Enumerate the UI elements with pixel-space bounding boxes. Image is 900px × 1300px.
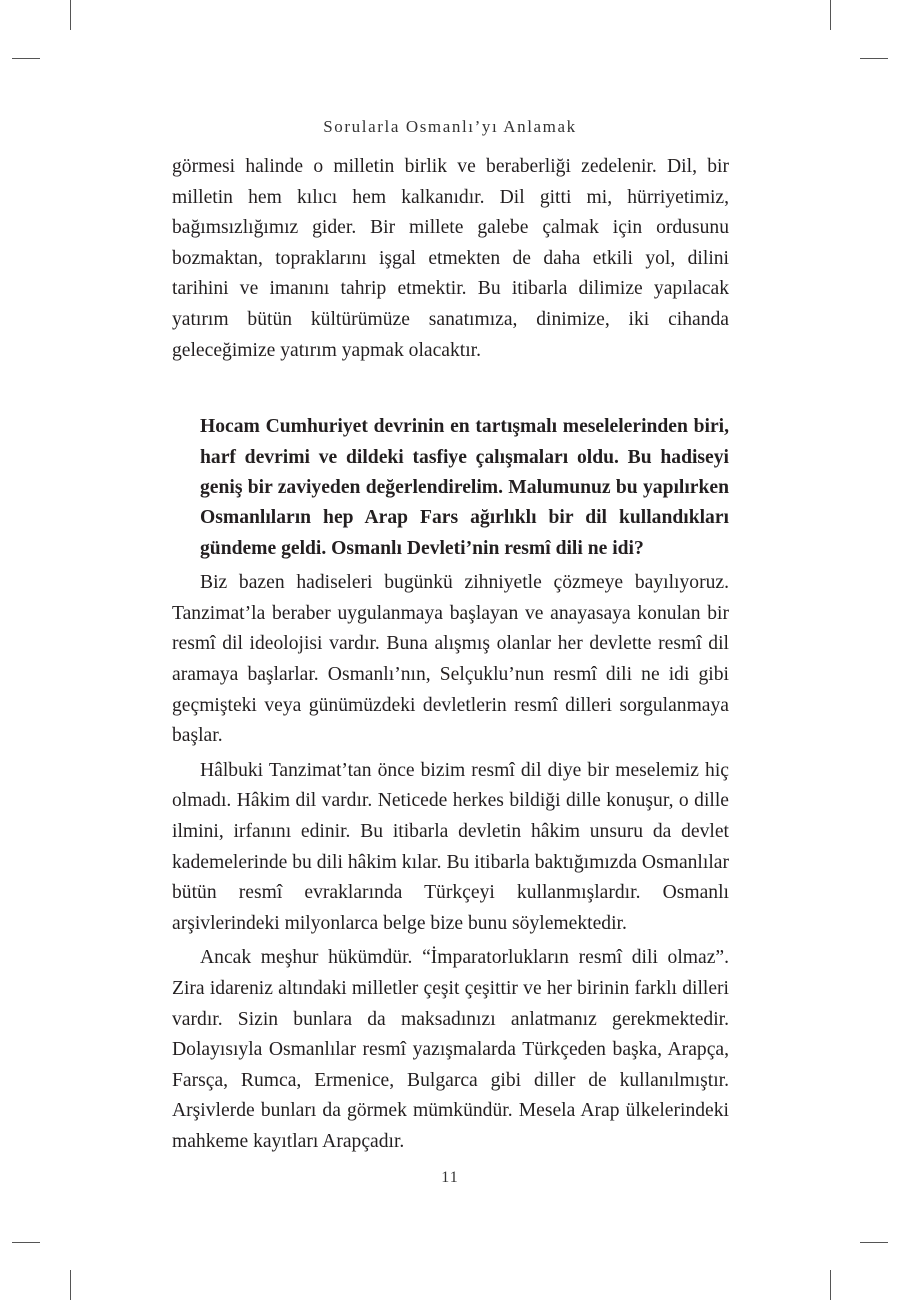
interview-question: Hocam Cumhuriyet devrinin en tartışmalı meselelerinden biri, harf devrimi ve dildeki tasfiye çalışmaları oldu. Bu hadiseyi geniş bir zaviyeden değerlendirelim. Malumunuz bu yapılırken Osmanlıların hep Arap Fars ağırlıklı bir dil kullandıkları gündeme geldi. Osmanlı Devleti’nin resmî dili ne idi? (200, 416, 729, 559)
answer-paragraph: Ancak meşhur hükümdür. “İmparatorlukların resmî dili olmaz”. Zira idareniz altındaki milletler çeşit çeşittir ve her birinin farklı dilleri vardır. Sizin bunlara da maksadınızı anlatmanız gerekmektedir. Dolayısıyla Osmanlılar resmî yazışmalarda Türkçeden başka, Arapça, Farsça, Rumca, Ermenice, Bulgarca gibi diller de kullanılmıştır. Arşivlerde bunları da görmek mümkündür. Mesela Arap ülkelerindeki mahkeme kayıtları Arapçadır. (172, 947, 729, 1152)
crop-mark-right-bottom (860, 1242, 888, 1243)
answer-paragraph: Biz bazen hadiseleri bugünkü zihniyetle çözmeye bayılıyoruz. Tanzimat’la beraber uygulanmaya başlayan ve anayasaya konulan bir resmî dil ideolojisi vardır. Buna alışmış olanlar her devlette resmî dil aramaya başlarlar. Osmanlı’nın, Selçuklu’nun resmî dili ne idi gibi geçmişteki veya günümüzdeki devletlerin resmî dilleri sorgulanmaya başlar. (172, 572, 729, 747)
page-number: 11 (441, 1169, 459, 1186)
crop-mark-top-left (70, 0, 71, 30)
crop-mark-top-right (830, 0, 831, 30)
answer-paragraph: Hâlbuki Tanzimat’tan önce bizim resmî dil diye bir meselemiz hiç olmadı. Hâkim dil vardır. Neticede herkes bildiği dille konuşur, o dille ilmini, irfanını edinir. Bu itibarla devletin hâkim unsuru da devlet kademelerinde bu dili hâkim kılar. Bu itibarla baktığımızda Osmanlılar bütün resmî evraklarında Türkçeyi kullanmışlardır. Osmanlı arşivlerindeki milyonlarca belge bize bunu söylemektedir. (172, 759, 729, 934)
crop-mark-right-top (860, 58, 888, 59)
body-text (172, 152, 729, 1157)
crop-mark-bottom-right (830, 1270, 831, 1300)
body-paragraph: görmesi halinde o milletin birlik ve beraberliği zedelenir. Dil, bir milletin hem kılıcı hem kalkanıdır. Dil gitti mi, hürriyetimiz, bağımsızlığımız gider. Bir millete galebe çalmak için ordusunu bozmaktan, topraklarını işgal etmekten de daha etkili yol, dilini tarihini ve imanını tahrip etmektir. Bu itibarla dilimize yapılacak yatırım bütün kültürümüze sanatımıza, dinimize, iki cihanda geleceğimize yatırım yapmak olacaktır. (172, 156, 729, 361)
crop-mark-left-top (12, 58, 40, 59)
running-head: Sorularla Osmanlı’yı Anlamak (323, 117, 577, 136)
crop-mark-left-bottom (12, 1242, 40, 1243)
crop-mark-bottom-left (70, 1270, 71, 1300)
